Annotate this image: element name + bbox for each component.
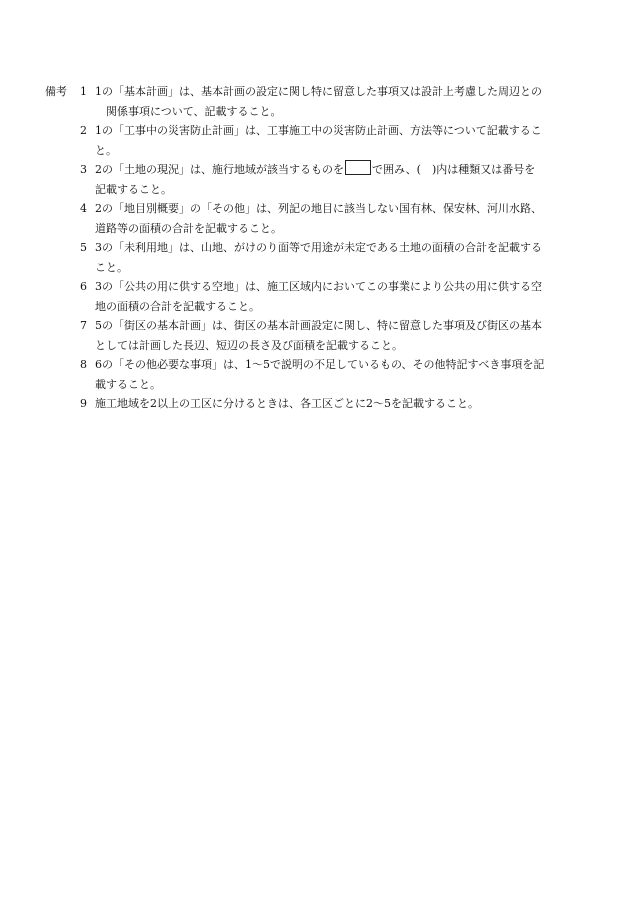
note-text [95, 199, 590, 238]
note-line: 1の「基本計画」は、基本計画の設定に関し特に留意した事項又は設計上考慮した周辺との [95, 85, 542, 98]
note-text [95, 82, 590, 121]
note-item [80, 355, 590, 394]
note-line-part: 2の「土地の現況」は、施行地域が該当するものを [95, 163, 344, 176]
note-line: 5の「街区の基本計画」は、街区の基本計画設定に関し、特に留意した事項及び街区の基本 [95, 319, 542, 332]
note-number: 4 [80, 202, 87, 215]
note-number: 5 [80, 241, 87, 254]
note-text [95, 277, 590, 316]
note-number: 9 [80, 397, 87, 410]
note-line-part: で囲み、( )内は種類又は番号を [372, 163, 536, 176]
note-number: 1 [80, 85, 87, 98]
note-line: 載すること。 [95, 377, 161, 391]
note-line: 3の「未利用地」は、山地、がけのり面等で用途が未定である土地の面積の合計を記載する [95, 241, 542, 254]
note-text [95, 121, 590, 160]
note-line: 3の「公共の用に供する空地」は、施工区域内においてこの事業により公共の用に供する空 [95, 280, 542, 293]
note-number: 8 [80, 358, 87, 371]
note-item [80, 316, 590, 355]
notes-list [80, 82, 590, 414]
note-line [95, 160, 590, 180]
note-line: 6の「その他必要な事項」は、1〜5で説明の不足しているもの、その他特記すべき事項を記 [95, 358, 545, 371]
note-item [80, 277, 590, 316]
note-line: 記載すること。 [95, 182, 172, 196]
note-text [95, 355, 590, 394]
note-text [95, 316, 590, 355]
note-line: 2の「地目別概要」の「その他」は、列記の地目に該当しない国有林、保安林、河川水路、 [95, 202, 542, 215]
note-line: と。 [95, 143, 117, 157]
note-number: 3 [80, 163, 87, 176]
note-line: 1の「工事中の災害防止計画」は、工事施工中の災害防止計画、方法等について記載するこ [95, 124, 542, 137]
note-item [80, 121, 590, 160]
note-text [95, 394, 590, 414]
note-number: 6 [80, 280, 87, 293]
note-item [80, 394, 590, 414]
note-line: 地の面積の合計を記載すること。 [95, 299, 260, 313]
note-line: 関係事項について、記載すること。 [106, 104, 282, 118]
note-line: 道路等の面積の合計を記載すること。 [95, 221, 282, 235]
note-text [95, 160, 590, 199]
note-number: 2 [80, 124, 87, 137]
note-item [80, 199, 590, 238]
note-item [80, 238, 590, 277]
note-item [80, 82, 590, 121]
note-line: 施工地域を2以上の工区に分けるときは、各工区ごとに2〜5を記載すること。 [95, 397, 479, 410]
remarks-label: 備考 [45, 85, 67, 98]
note-line: こと。 [95, 260, 128, 274]
note-number: 7 [80, 319, 87, 332]
note-text [95, 238, 590, 277]
enclosure-box [345, 160, 371, 175]
note-item [80, 160, 590, 199]
note-line: としては計画した長辺、短辺の長さ及び面積を記載すること。 [95, 338, 403, 352]
